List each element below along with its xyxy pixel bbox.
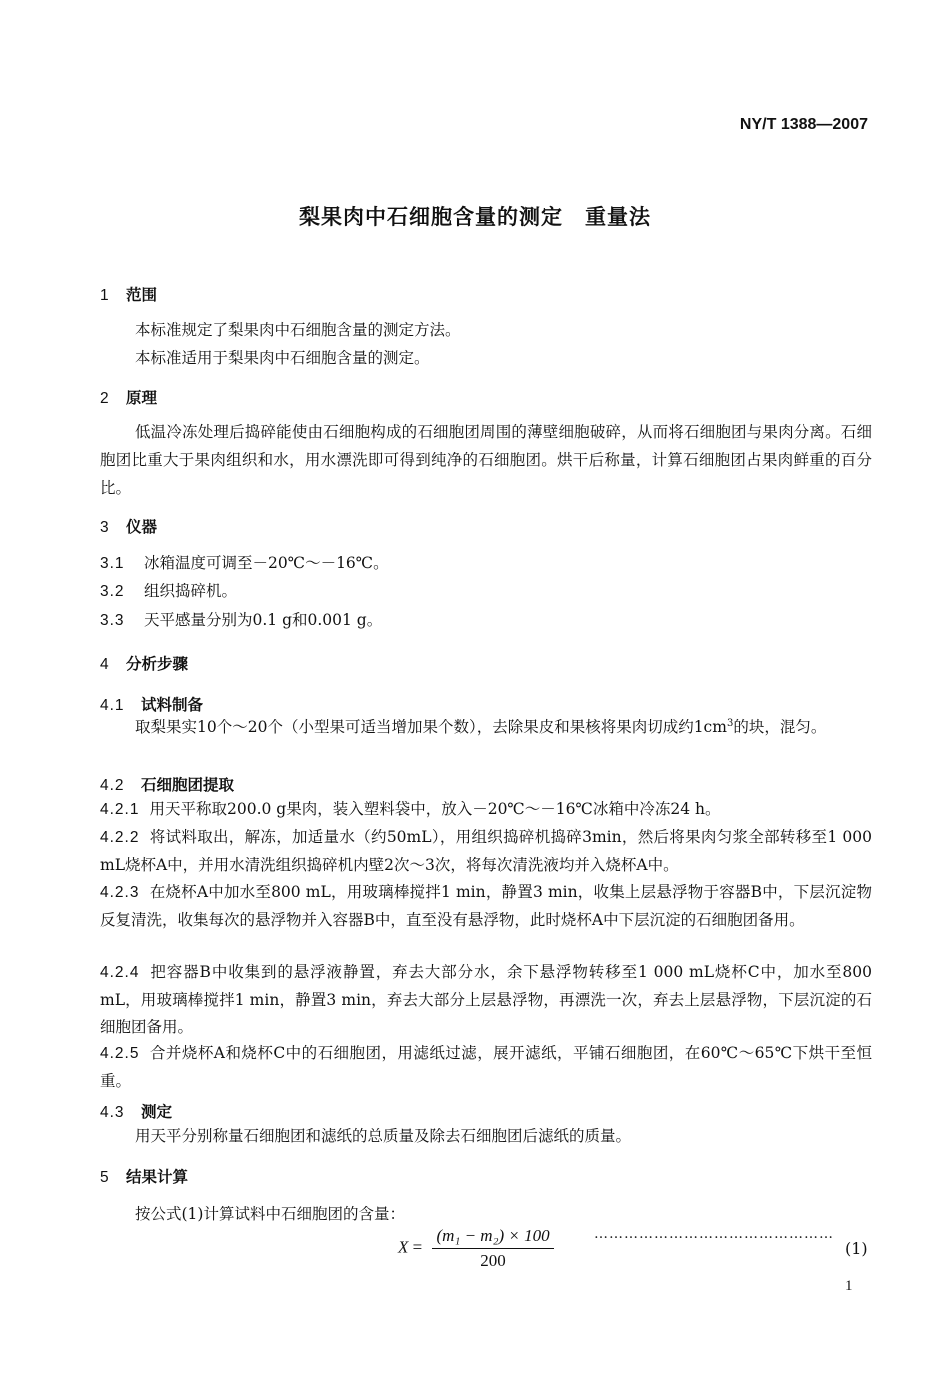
formula-denominator: 200 xyxy=(480,1251,506,1270)
section-title: 原理 xyxy=(126,389,158,407)
item-number: 3.3 xyxy=(100,612,125,629)
subsection-4-2-heading xyxy=(100,773,234,795)
item-text: 把容器B中收集到的悬浮液静置，弃去大部分水，余下悬浮物转移至1 000 mL烧杯C中，加水至800 mL，用玻璃棒搅拌1 min，静置3 min，弃去大部分上层悬浮物，再漂洗一次，弃去上层悬浮物，下层沉淀的石细胞团备用。 xyxy=(100,963,872,1036)
item-text: 天平感量分别为0.1 g和0.001 g。 xyxy=(144,611,383,629)
subsection-4-3-heading xyxy=(100,1100,172,1122)
paragraph: 本标准规定了梨果肉中石细胞含量的测定方法。 xyxy=(135,321,461,339)
list-item xyxy=(100,879,872,934)
section-number: 4.1 xyxy=(100,697,125,714)
formula-numerator: (m₁ − m₂) × 100 xyxy=(432,1226,553,1249)
paragraph: 按公式(1)计算试料中石细胞团的含量： xyxy=(135,1205,405,1223)
section-4-heading xyxy=(100,652,188,674)
formula-leader-dots: ………………………………………… xyxy=(594,1226,834,1242)
subsection-4-1-heading xyxy=(100,693,203,715)
section-title: 石细胞团提取 xyxy=(141,776,235,794)
section-title: 分析步骤 xyxy=(126,655,189,673)
section-title: 试料制备 xyxy=(141,696,204,714)
list-item xyxy=(100,578,872,606)
list-item xyxy=(100,607,872,635)
section-number: 4.3 xyxy=(100,1104,125,1121)
section-3-heading xyxy=(100,515,157,537)
item-text: 将试料取出，解冻，加适量水（约50mL），用组织捣碎机捣碎3min，然后将果肉匀浆全部转移至1 000 mL烧杯A中，并用水清洗组织捣碎机内壁2次～3次，将每次清洗液均并入烧杯A中。 xyxy=(100,828,872,874)
formula-lhs: X xyxy=(398,1237,409,1257)
section-title: 范围 xyxy=(126,286,158,304)
item-text: 冰箱温度可调至－20℃～－16℃。 xyxy=(144,554,389,572)
item-number: 4.2.5 xyxy=(100,1045,140,1062)
superscript: 3 xyxy=(726,717,734,729)
list-item xyxy=(100,824,872,879)
section-number: 2 xyxy=(100,390,109,407)
standard-number: NY/T 1388—2007 xyxy=(739,116,868,133)
text-run: 的块，混匀。 xyxy=(733,718,827,736)
section-number: 1 xyxy=(100,287,109,304)
section-2-heading xyxy=(100,386,157,408)
item-number: 4.2.2 xyxy=(100,829,140,846)
paragraph: 用天平分别称量石细胞团和滤纸的总质量及除去石细胞团后滤纸的质量。 xyxy=(135,1127,632,1145)
item-text: 用天平称取200.0 g果肉，装入塑料袋中，放入－20℃～－16℃冰箱中冷冻24 h。 xyxy=(149,800,721,818)
section-number: 4 xyxy=(100,656,109,673)
paragraph: 低温冷冻处理后捣碎能使由石细胞构成的石细胞团周围的薄壁细胞破碎，从而将石细胞团与果肉分离。石细胞团比重大于果肉组织和水，用水漂洗即可得到纯净的石细胞团。烘干后称量，计算石细胞团占果肉鲜重的百分比。 xyxy=(100,423,872,497)
section-title: 结果计算 xyxy=(126,1168,189,1186)
list-item xyxy=(100,796,872,824)
section-1-heading xyxy=(100,283,157,305)
paragraph: 本标准适用于梨果肉中石细胞含量的测定。 xyxy=(135,349,430,367)
equation-number: (1) xyxy=(845,1239,868,1258)
item-number: 4.2.3 xyxy=(100,884,140,901)
section-number: 5 xyxy=(100,1169,109,1186)
item-text: 合并烧杯A和烧杯C中的石细胞团，用滤纸过滤，展开滤纸，平铺石细胞团，在60℃～65℃下烘干至恒重。 xyxy=(100,1044,872,1090)
formula-fraction xyxy=(432,1226,553,1271)
list-item xyxy=(100,550,872,578)
formula xyxy=(398,1226,554,1271)
section-title: 测定 xyxy=(141,1103,173,1121)
section-number: 3 xyxy=(100,519,109,536)
item-text: 在烧杯A中加水至800 mL，用玻璃棒搅拌1 min，静置3 min，收集上层悬浮物于容器B中，下层沉淀物反复清洗，收集每次的悬浮物并入容器B中，直至没有悬浮物，此时烧杯A中下层沉淀的石细胞团备用。 xyxy=(100,883,872,929)
page-number: 1 xyxy=(845,1278,853,1294)
list-item xyxy=(100,959,872,1042)
paragraph xyxy=(100,713,872,741)
item-number: 4.2.4 xyxy=(100,964,140,981)
text-run: 取梨果实10个～20个（小型果可适当增加果个数），去除果皮和果核将果肉切成约1cm xyxy=(135,718,727,736)
item-text: 组织捣碎机。 xyxy=(144,582,238,600)
section-5-heading xyxy=(100,1165,188,1187)
page-title: 梨果肉中石细胞含量的测定 重量法 xyxy=(299,205,651,229)
item-number: 4.2.1 xyxy=(100,801,140,818)
item-number: 3.1 xyxy=(100,555,125,572)
list-item xyxy=(100,1040,872,1095)
formula-equals: = xyxy=(412,1237,423,1257)
item-number: 3.2 xyxy=(100,583,125,600)
section-title: 仪器 xyxy=(126,518,158,536)
section-number: 4.2 xyxy=(100,777,125,794)
